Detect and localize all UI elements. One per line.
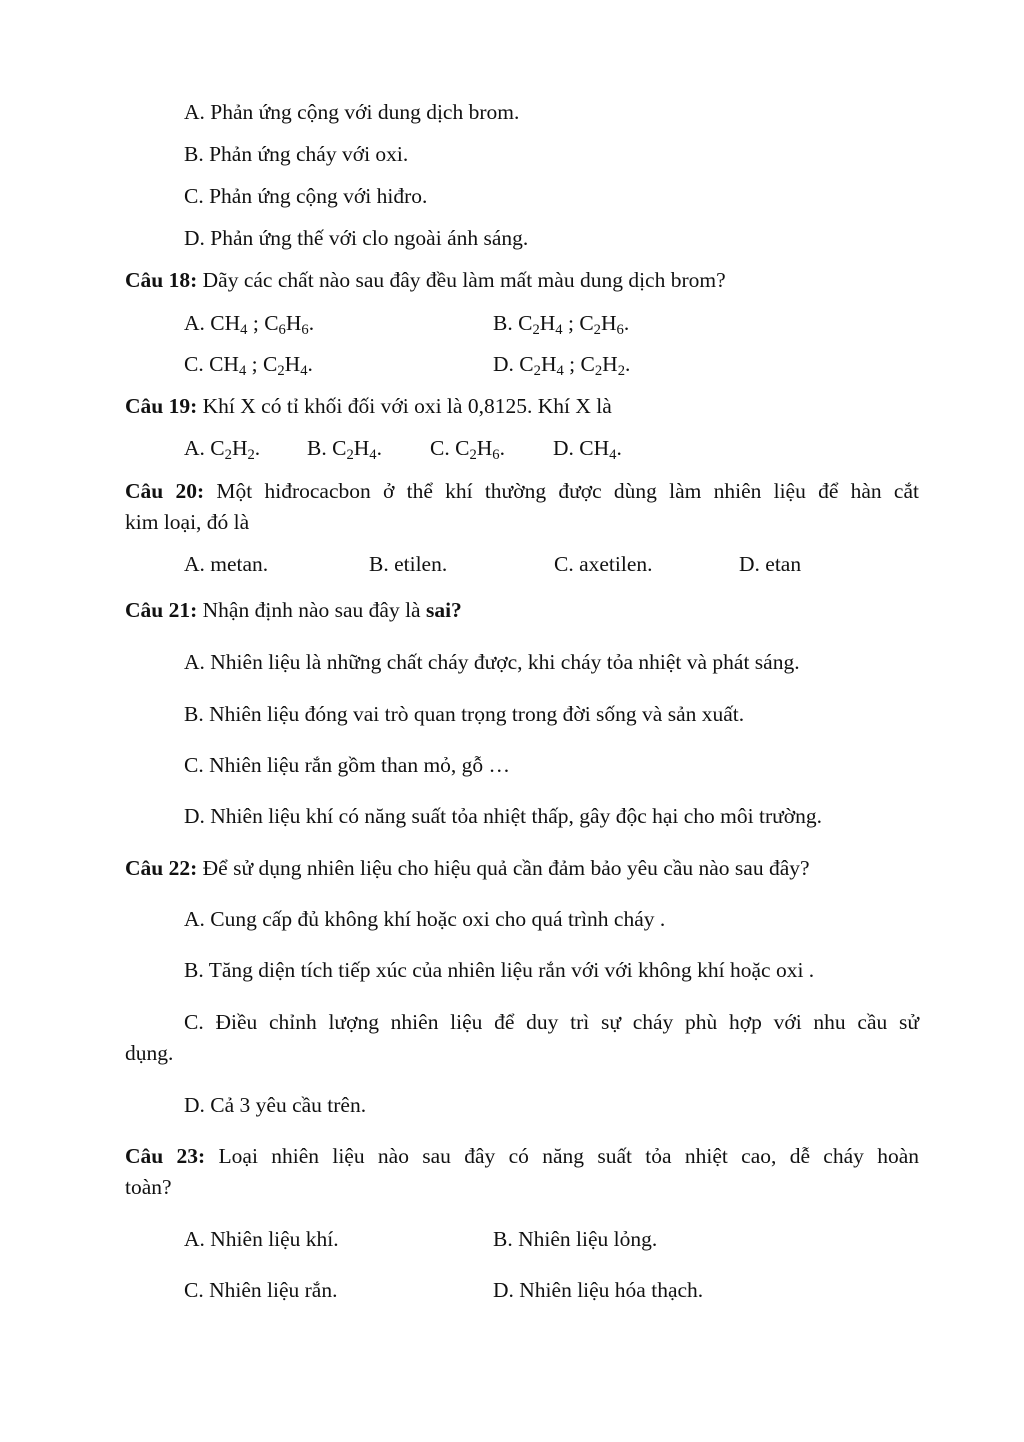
q21-label: Câu 21: [125,598,198,622]
q21-option-b: B. Nhiên liệu đóng vai trò quan trọng trong đời sống và sản xuất. [184,702,745,726]
q19-stem [125,396,612,418]
q22-option-c-line2: dụng. [125,1041,174,1065]
q23-option-d: D. Nhiên liệu hóa thạch. [493,1278,704,1302]
q19-option-a: A. $C_2H_2$. [184,436,261,464]
q19-label: Câu 19: [125,394,198,418]
q23-option-b: B. Nhiên liệu lỏng. [493,1227,658,1251]
q22-text: Để sử dụng nhiên liệu cho hiệu quả cần đảm bảo yêu cầu nào sau đây? [202,856,810,880]
q21-text: Nhận định nào sau đây là [202,598,421,622]
q23-label: Câu 23: [125,1144,206,1168]
q17-option-a: A. Phản ứng cộng với dung dịch brom. [184,100,520,124]
q22-option-a: A. Cung cấp đủ không khí hoặc oxi cho quá trình cháy . [184,907,666,931]
q20-option-d: D. etan [739,552,802,576]
q20-stem-line2: kim loại, đó là [125,510,250,534]
q20-text: Một hiđrocacbon ở thể khí thường được dùng làm nhiên liệu để hàn cắt [216,479,919,503]
q23-stem-line2: toàn? [125,1175,172,1199]
q18-stem [125,270,726,292]
q21-option-c: C. Nhiên liệu rắn gồm than mỏ, gỗ … [184,753,511,777]
q19-option-d: D. $CH_4$. [553,436,622,464]
q20-option-c: C. axetilen. [554,552,653,576]
q20-label: Câu 20: [125,479,205,503]
q20-option-a: A. metan. [184,552,269,576]
q18-option-c: C. $CH_4$ ; $C_2H_4$. [184,352,313,380]
q18-text: Dãy các chất nào sau đây đều làm mất màu dung dịch brom? [202,268,726,292]
q22-option-c-line1: C. Điều chỉnh lượng nhiên liệu để duy trì sự cháy phù hợp với nhu cầu sử [184,1010,919,1034]
q18-label: Câu 18: [125,268,198,292]
q20-stem-line1 [125,481,919,503]
q18-option-a: A. $CH_4$ ; $C_6H_6$. [184,311,315,339]
q18-option-b: B. $C_2H_4$ ; $C_2H_6$. [493,311,630,339]
q21-stem [125,600,462,622]
q17-option-c: C. Phản ứng cộng với hiđro. [184,184,428,208]
q19-option-c: C. $C_2H_6$. [430,436,505,464]
q21-option-a: A. Nhiên liệu là những chất cháy được, khi cháy tỏa nhiệt và phát sáng. [184,650,800,674]
q19-option-b: B. $C_2H_4$. [307,436,382,464]
q21-option-d: D. Nhiên liệu khí có năng suất tỏa nhiệt thấp, gây độc hại cho môi trường. [184,804,823,828]
q22-label: Câu 22: [125,856,198,880]
q17-option-b: B. Phản ứng cháy với oxi. [184,142,409,166]
q18-option-d: D. $C_2H_4$ ; $C_2H_2$. [493,352,631,380]
q22-option-d: D. Cả 3 yêu cầu trên. [184,1093,367,1117]
q22-option-b: B. Tăng diện tích tiếp xúc của nhiên liệu rắn với với không khí hoặc oxi . [184,958,815,982]
q23-option-c: C. Nhiên liệu rắn. [184,1278,338,1302]
q23-option-a: A. Nhiên liệu khí. [184,1227,339,1251]
q20-option-b: B. etilen. [369,552,448,576]
q17-option-d: D. Phản ứng thế với clo ngoài ánh sáng. [184,226,529,250]
q19-text: Khí X có tỉ khối đối với oxi là 0,8125. Khí X là [202,394,612,418]
q22-stem [125,858,810,880]
q23-text: Loại nhiên liệu nào sau đây có năng suất tỏa nhiệt cao, dễ cháy hoàn [218,1144,919,1168]
q21-emphasis: sai? [425,598,462,622]
q23-stem-line1 [125,1146,919,1168]
